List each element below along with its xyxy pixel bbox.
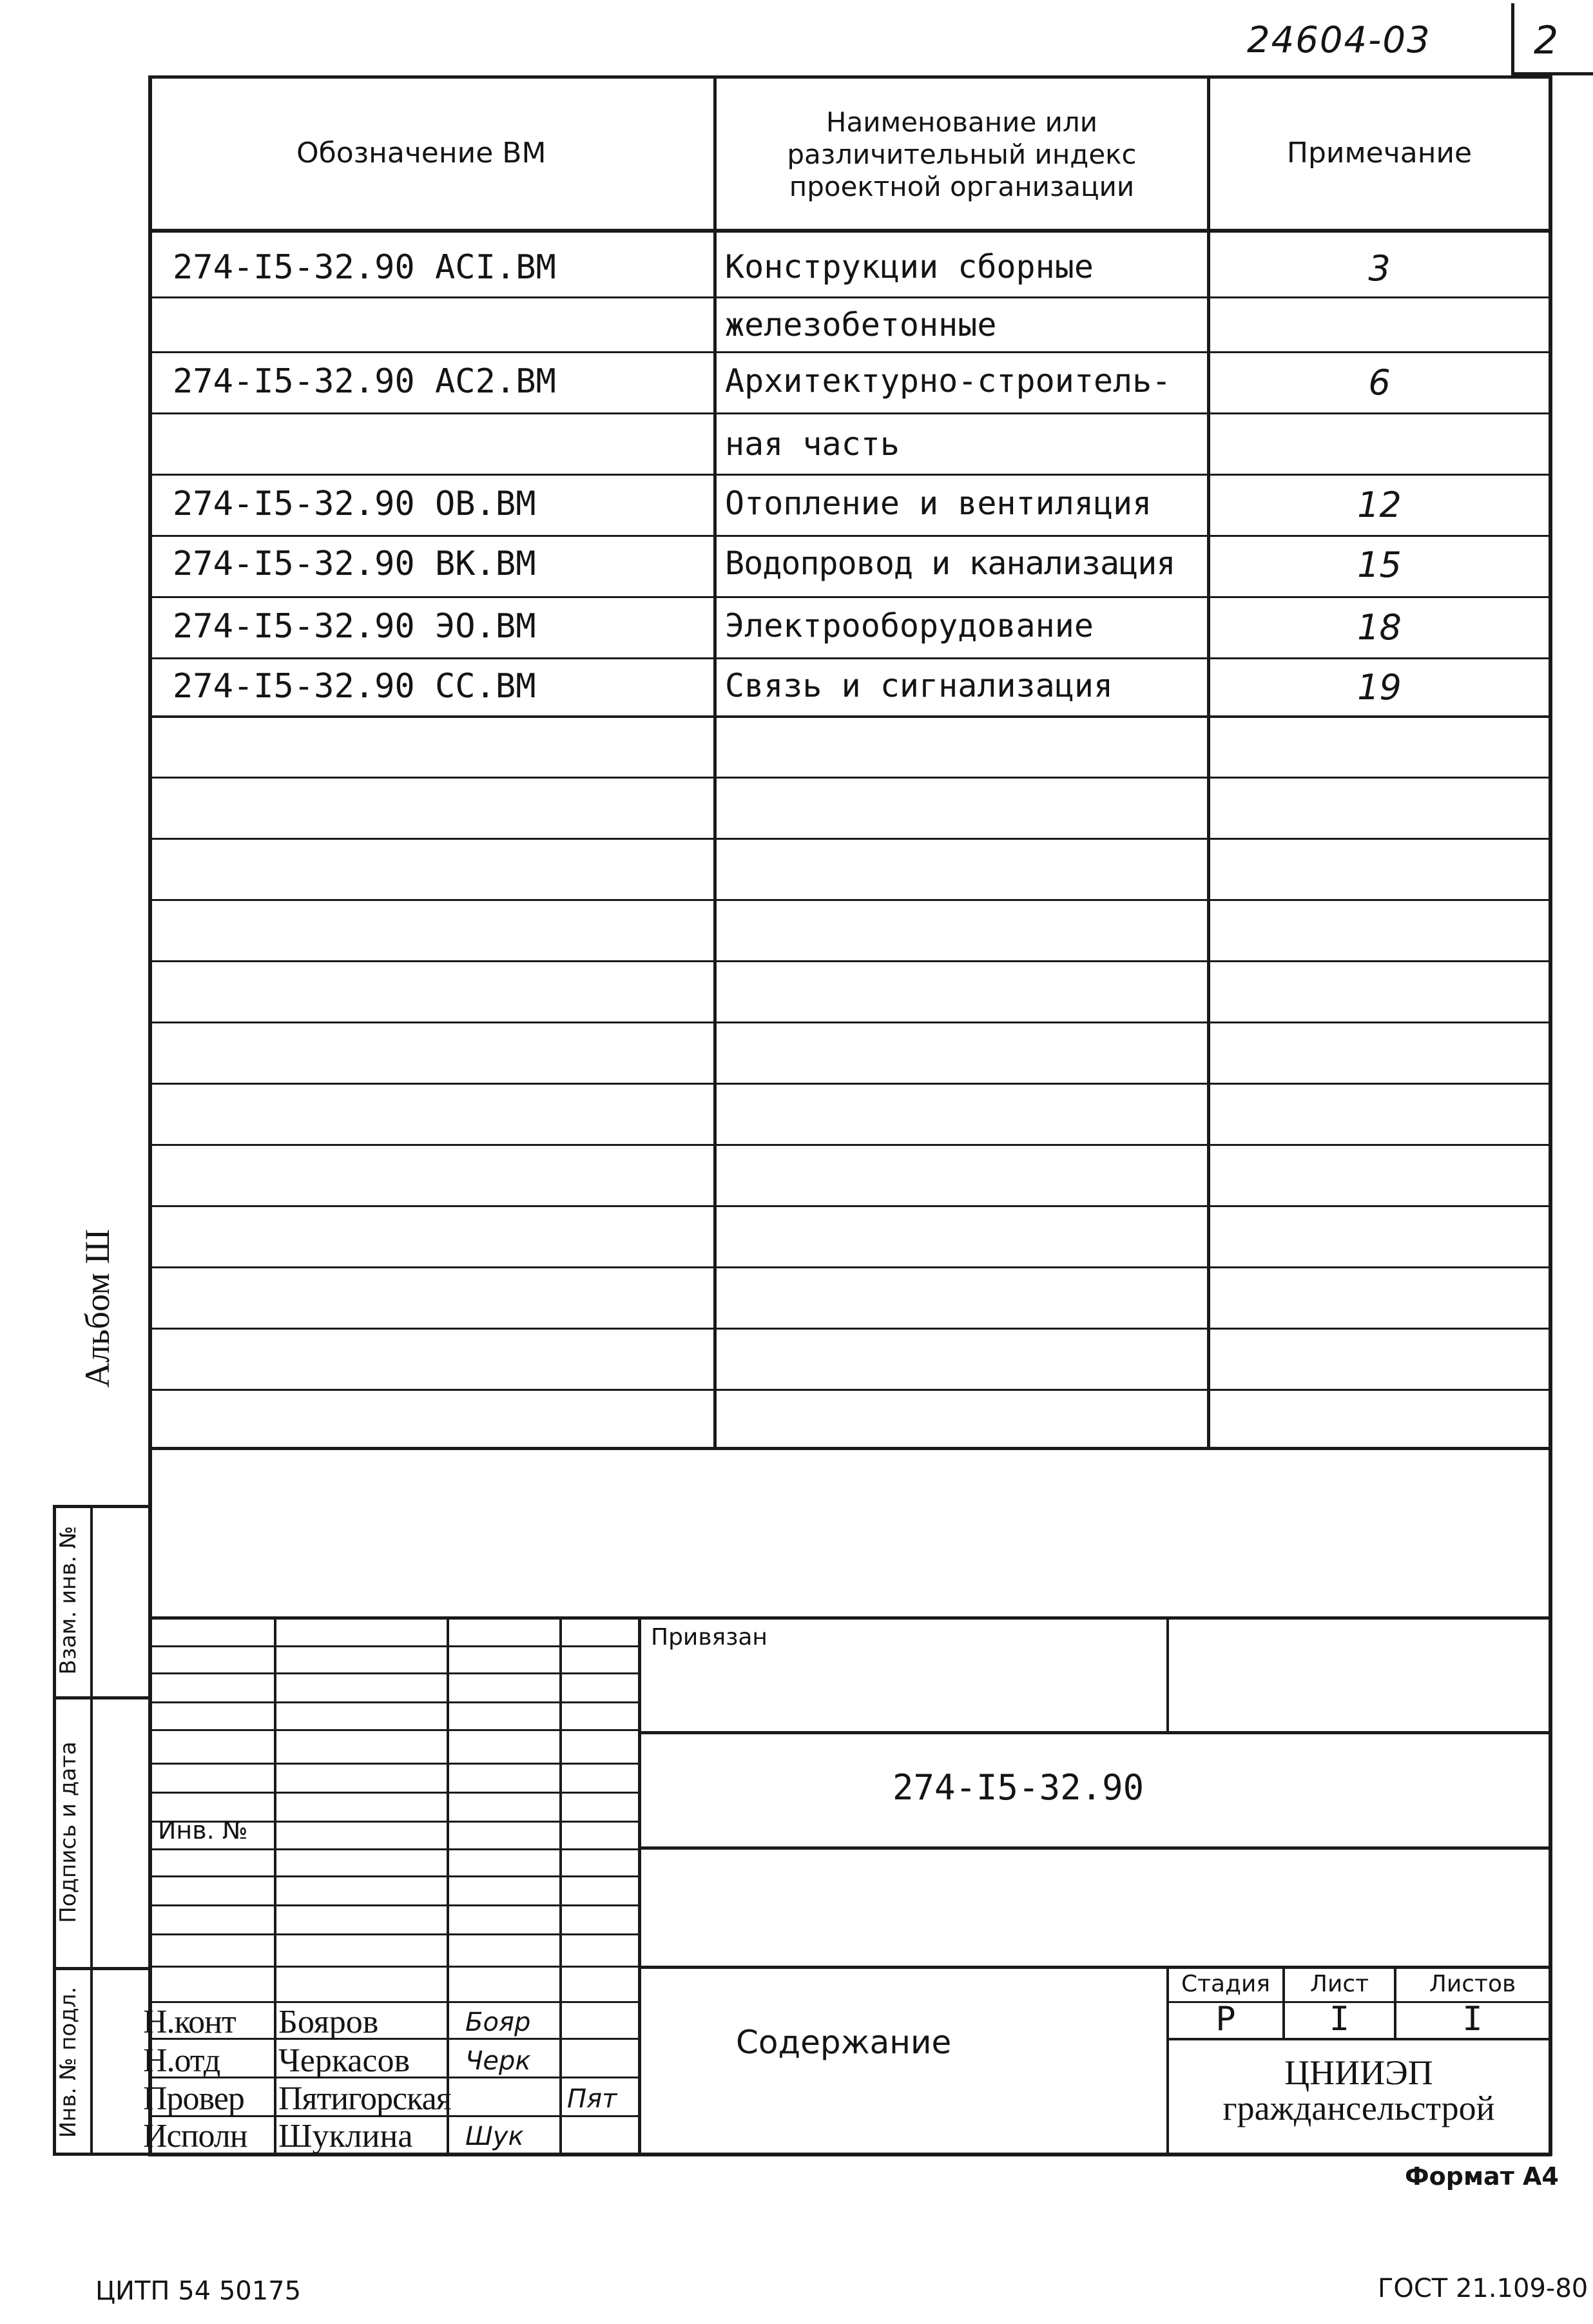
row-note: 19 [1357, 667, 1402, 708]
sheet-corner-number: 2 [1534, 18, 1559, 63]
header-name-line2: различительный индекс [787, 139, 1137, 170]
doc-number: 24604-03 [1247, 19, 1431, 61]
stadiya-value: P [1215, 2000, 1236, 2038]
row-name: Связь и сигнализация [725, 667, 1114, 704]
person-role: Н.отд [143, 2042, 220, 2079]
row-note: 3 [1368, 248, 1391, 289]
row-name: Водопровод и канализация [725, 545, 1175, 582]
person-role: Провер [143, 2080, 244, 2117]
person-name: Бояров [278, 2004, 379, 2040]
row-code: 274-I5-32.90 AC2.BM [173, 362, 556, 401]
person-role: Исполн [143, 2118, 247, 2155]
row-note: 12 [1357, 485, 1402, 525]
privyazan-label: Привязан [651, 1624, 768, 1651]
row-code: 274-I5-32.90 CC.BM [173, 667, 536, 706]
org-line1: ЦНИИЭП [1284, 2053, 1433, 2092]
person-role: Н.конт [143, 2004, 236, 2040]
header-designation: Обозначение ВМ [296, 137, 546, 169]
frame-top [148, 75, 1552, 79]
row-note: 18 [1357, 607, 1402, 648]
header-note: Примечание [1286, 137, 1472, 169]
row-name: Отопление и вентиляция [725, 485, 1152, 522]
footer-right: ГОСТ 21.109-80 [1378, 2274, 1588, 2303]
inv-no-label: Инв. № [158, 1816, 248, 1845]
project-code: 274-I5-32.90 [893, 1767, 1144, 1808]
row-code: 274-I5-32.90 ЭO.BM [173, 607, 536, 646]
frame-right [1549, 75, 1552, 2156]
row-name: железобетонные [725, 306, 997, 344]
list-value: I [1329, 2000, 1350, 2038]
header-name-line1: Наименование или [825, 106, 1098, 138]
listov-label: Листов [1429, 1971, 1516, 1997]
listov-value: I [1462, 2000, 1483, 2038]
person-name: Шуклина [278, 2118, 413, 2155]
header-name-line3: проектной организации [789, 171, 1135, 202]
stadiya-label: Стадия [1181, 1971, 1271, 1997]
person-signature: Шук [465, 2122, 524, 2151]
row-name: Электрооборудование [725, 607, 1094, 644]
sheet-title: Содержание [736, 2024, 952, 2061]
person-signature: Черк [465, 2046, 531, 2076]
person-name: Черкасов [278, 2042, 410, 2079]
album-label: Альбом Ш [78, 1228, 117, 1388]
person-name: Пятигорская [278, 2080, 451, 2117]
row-code: 274-I5-32.90 BK.BM [173, 545, 536, 583]
row-note: 15 [1357, 545, 1402, 585]
row-name: Конструкции сборные [725, 248, 1094, 286]
org-line2: граждансельстрой [1222, 2089, 1495, 2127]
person-signature: Пят [567, 2084, 617, 2114]
row-name: ная часть [725, 425, 900, 463]
frame-left [148, 75, 152, 2156]
side-podpis: Подпись и дата [55, 1741, 81, 1923]
row-note: 6 [1368, 362, 1391, 403]
row-code: 274-I5-32.90 OB.BM [173, 485, 536, 523]
row-name: Архитектурно-строитель- [725, 362, 1172, 400]
side-inv-podl: Инв. № подл. [55, 1986, 81, 2138]
person-signature: Бояр [465, 2008, 531, 2037]
footer-left: ЦИТП 54 50175 [95, 2276, 302, 2306]
row-code: 274-I5-32.90 ACI.BM [173, 248, 556, 287]
format-label: Формат А4 [1405, 2162, 1559, 2191]
side-vzam: Взам. инв. № [55, 1525, 81, 1675]
list-label: Лист [1309, 1971, 1369, 1997]
